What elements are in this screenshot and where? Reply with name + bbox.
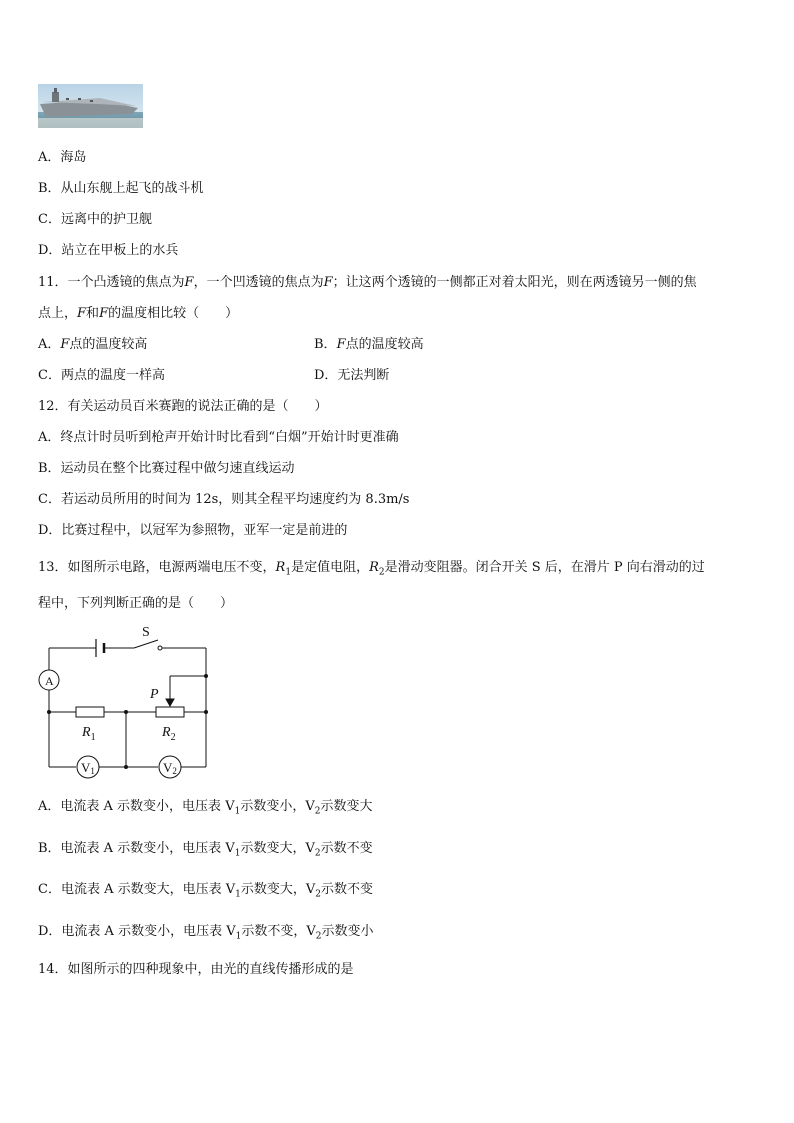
junction-dot	[47, 710, 51, 714]
q11-option-a: A．F点的温度较高	[38, 337, 148, 352]
resistor-r1	[76, 707, 104, 717]
switch-contact	[158, 646, 162, 650]
q13-option-b: B．电流表 A 示数变小，电压表 $V_1$示数变大，$V_2$示数不变	[38, 841, 373, 859]
slider-arrow	[166, 699, 174, 706]
q13-option-c: C．电流表 A 示数变大，电压表 $V_1$示数变大，$V_2$示数不变	[38, 882, 374, 900]
ammeter-label: A	[45, 674, 54, 688]
q13-option-a: A．电流表 A 示数变小，电压表 $V_1$示数变小，$V_2$示数变大	[38, 799, 373, 817]
r2-label: $R_2$	[162, 725, 176, 743]
q11-option-d: D．无法判断	[314, 368, 390, 383]
q10-option-c: C．远离中的护卫舰	[38, 212, 152, 227]
q11-stem-line2: 点上，F和F的温度相比较（ ）	[38, 306, 239, 321]
q13-option-d: D．电流表 A 示数变小，电压表 $V_1$示数不变，$V_2$示数变小	[38, 924, 374, 942]
switch-label: S	[142, 625, 150, 640]
junction-dot	[204, 710, 208, 714]
junction-dot	[124, 765, 128, 769]
switch-blade	[134, 640, 158, 648]
junction-dot	[124, 710, 128, 714]
q10-option-a: A．海岛	[38, 150, 87, 165]
circuit-diagram	[34, 622, 224, 782]
q12-option-b: B．运动员在整个比赛过程中做匀速直线运动	[38, 461, 295, 476]
q12-option-c: C．若运动员所用的时间为 12s，则其全程平均速度约为 8.3m/s	[38, 492, 410, 507]
junction-dot	[204, 674, 208, 678]
q11-option-c: C．两点的温度一样高	[38, 368, 165, 383]
aircraft-carrier-image	[38, 84, 143, 128]
q10-option-d: D．站立在甲板上的水兵	[38, 243, 179, 258]
resistor-r2	[156, 707, 184, 717]
q12-option-a: A．终点计时员听到枪声开始计时比看到“白烟”开始计时更准确	[38, 430, 399, 445]
q13-stem-line1: 13．如图所示电路，电源两端电压不变，$R_1$是定值电阻，$R_2$是滑动变阻器。闭合开关 S 后，在滑片 P 向右滑动的过	[38, 560, 705, 578]
q10-option-b: B．从山东舰上起飞的战斗机	[38, 181, 204, 196]
q11-option-b: B．F点的温度较高	[314, 337, 424, 352]
q14-stem: 14．如图所示的四种现象中，由光的直线传播形成的是	[38, 962, 354, 977]
r1-label: $R_1$	[82, 725, 96, 743]
q12-option-d: D．比赛过程中，以冠军为参照物，亚军一定是前进的	[38, 523, 348, 538]
q12-stem: 12．有关运动员百米赛跑的说法正确的是（ ）	[38, 399, 328, 414]
q11-stem-line1: 11．一个凸透镜的焦点为F，一个凹透镜的焦点为F；让这两个透镜的一侧都正对着太阳光，则在两透镜另一侧的焦	[38, 275, 697, 290]
q13-stem-line2: 程中，下列判断正确的是（ ）	[38, 596, 234, 611]
slider-label: P	[150, 687, 159, 702]
v2-label: V2	[163, 760, 177, 776]
v1-label: V1	[81, 760, 95, 776]
